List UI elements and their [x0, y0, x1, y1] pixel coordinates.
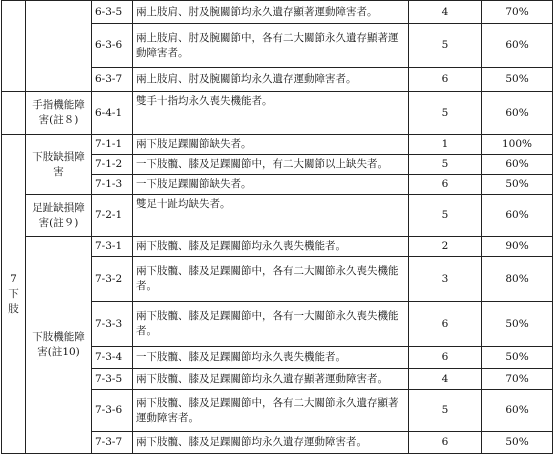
- disability-grade: 2: [409, 237, 482, 257]
- table-row: [2, 135, 553, 155]
- payout-percentage: 50%: [482, 175, 553, 195]
- category-lower-limb-loss: [26, 135, 92, 195]
- payout-percentage: 70%: [482, 1, 553, 24]
- item-description: 一下肢髖、膝及足踝關節均永久喪失機能者。: [133, 347, 409, 369]
- payout-percentage: 70%: [482, 369, 553, 390]
- category-line: 害: [53, 165, 64, 178]
- table-row: [2, 1, 553, 24]
- table-row: [2, 92, 553, 135]
- item-code: 6-3-5: [92, 1, 133, 24]
- disability-grade: 6: [409, 302, 482, 347]
- item-code: 6-3-7: [92, 68, 133, 92]
- disability-grade-table: [1, 0, 553, 454]
- body-part-lower-limb: [2, 135, 26, 454]
- category-finger-function: [26, 92, 92, 135]
- payout-percentage: 60%: [482, 92, 553, 135]
- payout-percentage: 50%: [482, 432, 553, 454]
- item-description: 一下肢足踝關節缺失者。: [133, 175, 409, 195]
- payout-percentage: 100%: [482, 135, 553, 155]
- disability-grade: 6: [409, 347, 482, 369]
- disability-grade: 5: [409, 92, 482, 135]
- part-label-line: 下: [8, 287, 19, 300]
- category-cell-upper-continuation: [26, 1, 92, 92]
- disability-grade: 5: [409, 195, 482, 237]
- item-description: 兩下肢髖、膝及足踝關節均永久遺存運動障害者。: [133, 432, 409, 454]
- item-description: 兩下肢足踝關節缺失者。: [133, 135, 409, 155]
- disability-grade: 1: [409, 135, 482, 155]
- payout-percentage: 90%: [482, 237, 553, 257]
- item-code: 6-3-6: [92, 24, 133, 68]
- part-number: 7: [10, 272, 17, 285]
- category-toe-loss: [26, 195, 92, 237]
- table-row: [2, 195, 553, 237]
- disability-grade: 6: [409, 175, 482, 195]
- item-description: 兩上肢肩、肘及腕關節均永久遺存顯著運動障害者。: [133, 1, 409, 24]
- item-code: 7-3-4: [92, 347, 133, 369]
- category-line: 下肢機能障: [32, 331, 85, 343]
- item-description: 兩上肢肩、肘及腕關節均永久遺存運動障害者。: [133, 68, 409, 92]
- disability-grade: 6: [409, 432, 482, 454]
- category-lower-limb-function: [26, 237, 92, 454]
- disability-grade: 4: [409, 369, 482, 390]
- item-code: 7-3-3: [92, 302, 133, 347]
- item-code: 7-3-6: [92, 390, 133, 432]
- payout-percentage: 50%: [482, 347, 553, 369]
- item-description: 兩下肢髖、膝及足踝關節均永久遺存顯著運動障害者。: [133, 369, 409, 390]
- item-description: 兩下肢髖、膝及足踝關節中，各有二大關節永久喪失機能者。: [133, 257, 409, 302]
- item-code: 7-3-2: [92, 257, 133, 302]
- category-line: 下肢缺損障: [32, 150, 85, 163]
- item-code: 7-3-1: [92, 237, 133, 257]
- payout-percentage: 60%: [482, 24, 553, 68]
- item-description: 兩下肢髖、膝及足踝關節中，各有一大關節永久喪失機能者。: [133, 302, 409, 347]
- item-code: 6-4-1: [92, 92, 133, 135]
- disability-grade: 5: [409, 155, 482, 175]
- item-description: 雙手十指均永久喪失機能者。: [133, 92, 409, 135]
- payout-percentage: 60%: [482, 155, 553, 175]
- item-code: 7-1-1: [92, 135, 133, 155]
- disability-grade: 6: [409, 68, 482, 92]
- category-line: 害(註８): [38, 114, 79, 126]
- payout-percentage: 60%: [482, 195, 553, 237]
- item-code: 7-3-5: [92, 369, 133, 390]
- item-description: 一下肢髖、膝及足踝關節中，有二大關節以上缺失者。: [133, 155, 409, 175]
- item-description: 雙足十趾均缺失者。: [133, 195, 409, 237]
- item-code: 7-1-2: [92, 155, 133, 175]
- category-line: 害(註10): [37, 346, 80, 358]
- item-code: 7-1-3: [92, 175, 133, 195]
- payout-percentage: 60%: [482, 390, 553, 432]
- item-description: 兩下肢髖、膝及足踝關節均永久喪失機能者。: [133, 237, 409, 257]
- disability-grade: 5: [409, 390, 482, 432]
- disability-grade: 4: [409, 1, 482, 24]
- payout-percentage: 80%: [482, 257, 553, 302]
- item-description: 兩下肢髖、膝及足踝關節中，各有二大關節永久遺存顯著運動障害者。: [133, 390, 409, 432]
- category-line: 害(註９): [38, 216, 79, 229]
- table-row: [2, 237, 553, 257]
- item-code: 7-2-1: [92, 195, 133, 237]
- disability-grade: 5: [409, 24, 482, 68]
- part-cell-upper-continuation: [2, 92, 26, 135]
- payout-percentage: 50%: [482, 302, 553, 347]
- part-label-line: 肢: [8, 302, 19, 315]
- payout-percentage: 50%: [482, 68, 553, 92]
- part-cell-upper-continuation: [2, 1, 26, 92]
- disability-grade: 3: [409, 257, 482, 302]
- category-line: 足趾缺損障: [32, 201, 85, 214]
- item-description: 兩上肢肩、肘及腕關節中，各有二大關節永久遺存顯著運動障害者。: [133, 24, 409, 68]
- category-line: 手指機能障: [32, 99, 85, 111]
- item-code: 7-3-7: [92, 432, 133, 454]
